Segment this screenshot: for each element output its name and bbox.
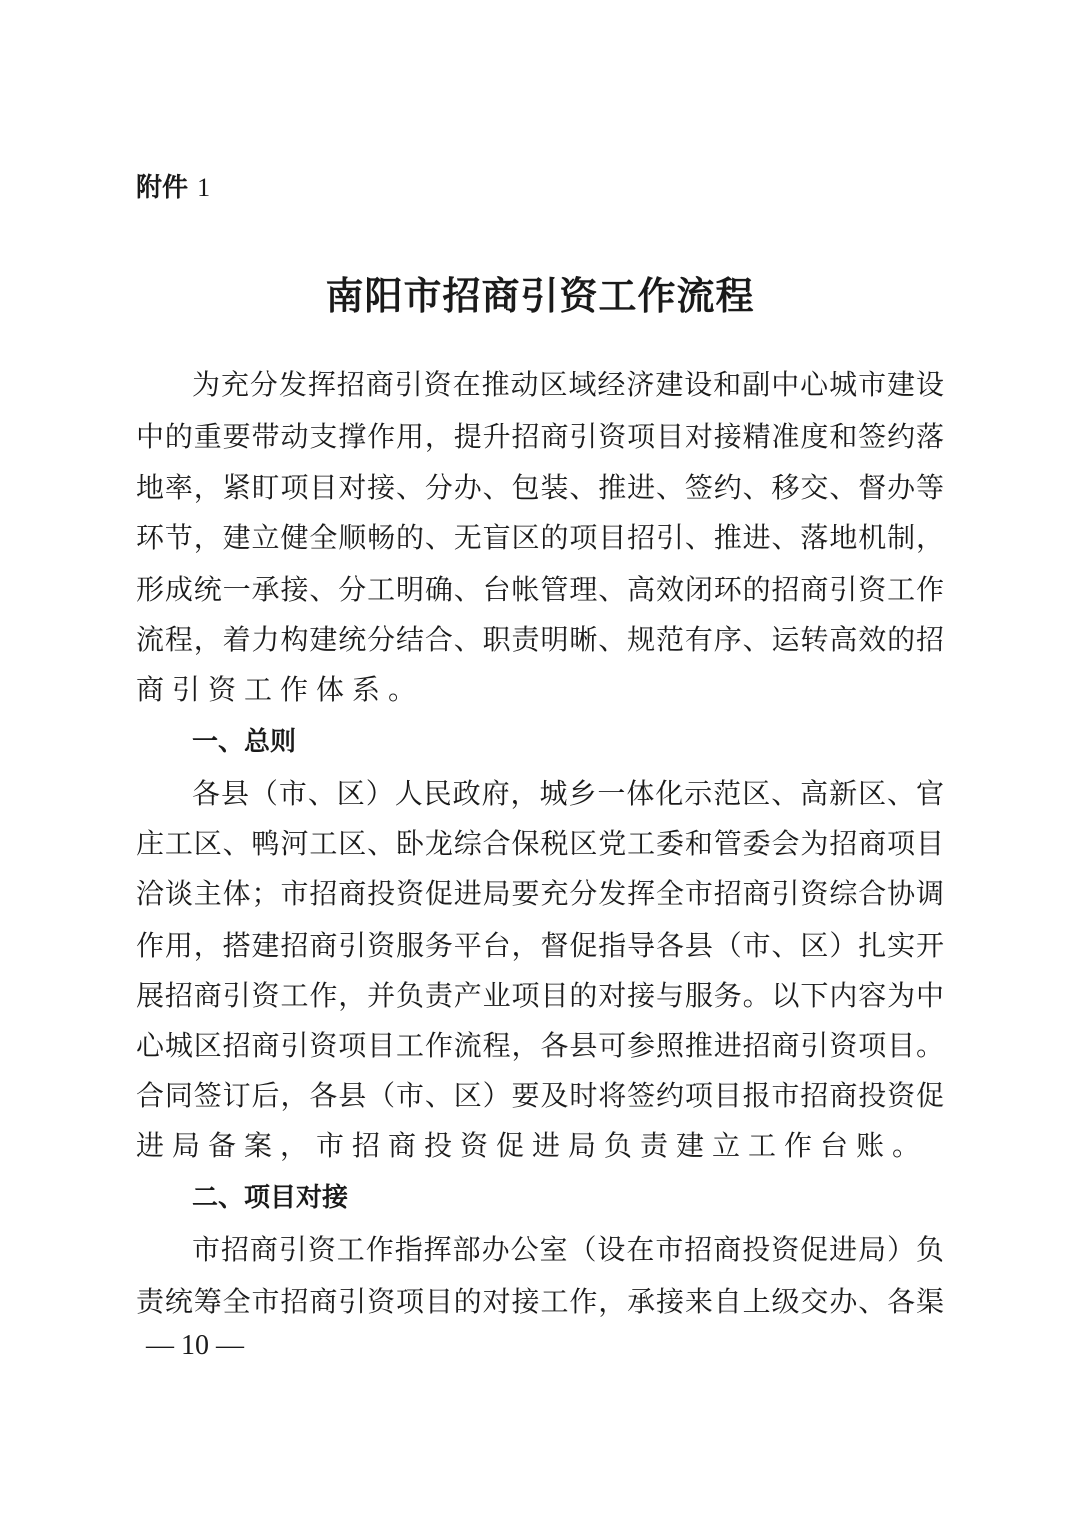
- paragraph-line: 环节，建立健全顺畅的、无盲区的项目招引、推进、落地机制，: [136, 521, 944, 554]
- section-heading: 二、项目对接: [192, 1183, 349, 1213]
- paragraph-line: 中的重要带动支撑作用，提升招商引资项目对接精准度和签约落: [136, 420, 944, 453]
- paragraph-line: 作用，搭建招商引资服务平台，督促指导各县（市、区）扎实开: [136, 929, 944, 962]
- paragraph-line: 责统筹全市招商引资项目的对接工作，承接来自上级交办、各渠: [136, 1285, 944, 1318]
- paragraph-line: 为充分发挥招商引资在推动区域经济建设和副中心城市建设: [192, 368, 944, 401]
- paragraph-line: 市招商引资工作指挥部办公室（设在市招商投资促进局）负: [192, 1233, 944, 1266]
- paragraph-line: 各县（市、区）人民政府，城乡一体化示范区、高新区、官: [192, 777, 944, 810]
- paragraph-line: 进局备案，市招商投资促进局负责建立工作台账。: [136, 1129, 929, 1162]
- page-number: — 10 —: [146, 1330, 244, 1361]
- paragraph-line: 庄工区、鸭河工区、卧龙综合保税区党工委和管委会为招商项目: [136, 827, 944, 860]
- attachment-prefix: 附件: [136, 173, 189, 203]
- document-title: 南阳市招商引资工作流程: [325, 273, 755, 318]
- paragraph-line: 展招商引资工作，并负责产业项目的对接与服务。以下内容为中: [136, 979, 944, 1012]
- paragraph-line: 心城区招商引资项目工作流程，各县可参照推进招商引资项目。: [136, 1029, 944, 1062]
- paragraph-line: 合同签订后，各县（市、区）要及时将签约项目报市招商投资促: [136, 1079, 944, 1112]
- attachment-number: 1: [197, 173, 211, 202]
- paragraph-line: 流程，着力构建统分结合、职责明晰、规范有序、运转高效的招: [136, 623, 944, 656]
- attachment-label: [136, 168, 210, 208]
- paragraph-line: 洽谈主体；市招商投资促进局要充分发挥全市招商引资综合协调: [136, 877, 944, 910]
- paragraph-line: 商引资工作体系。: [136, 673, 425, 706]
- paragraph-line: 地率，紧盯项目对接、分办、包装、推进、签约、移交、督办等: [136, 471, 944, 504]
- paragraph-line: 形成统一承接、分工明确、台帐管理、高效闭环的招商引资工作: [136, 573, 944, 606]
- section-heading: 一、总则: [192, 727, 297, 757]
